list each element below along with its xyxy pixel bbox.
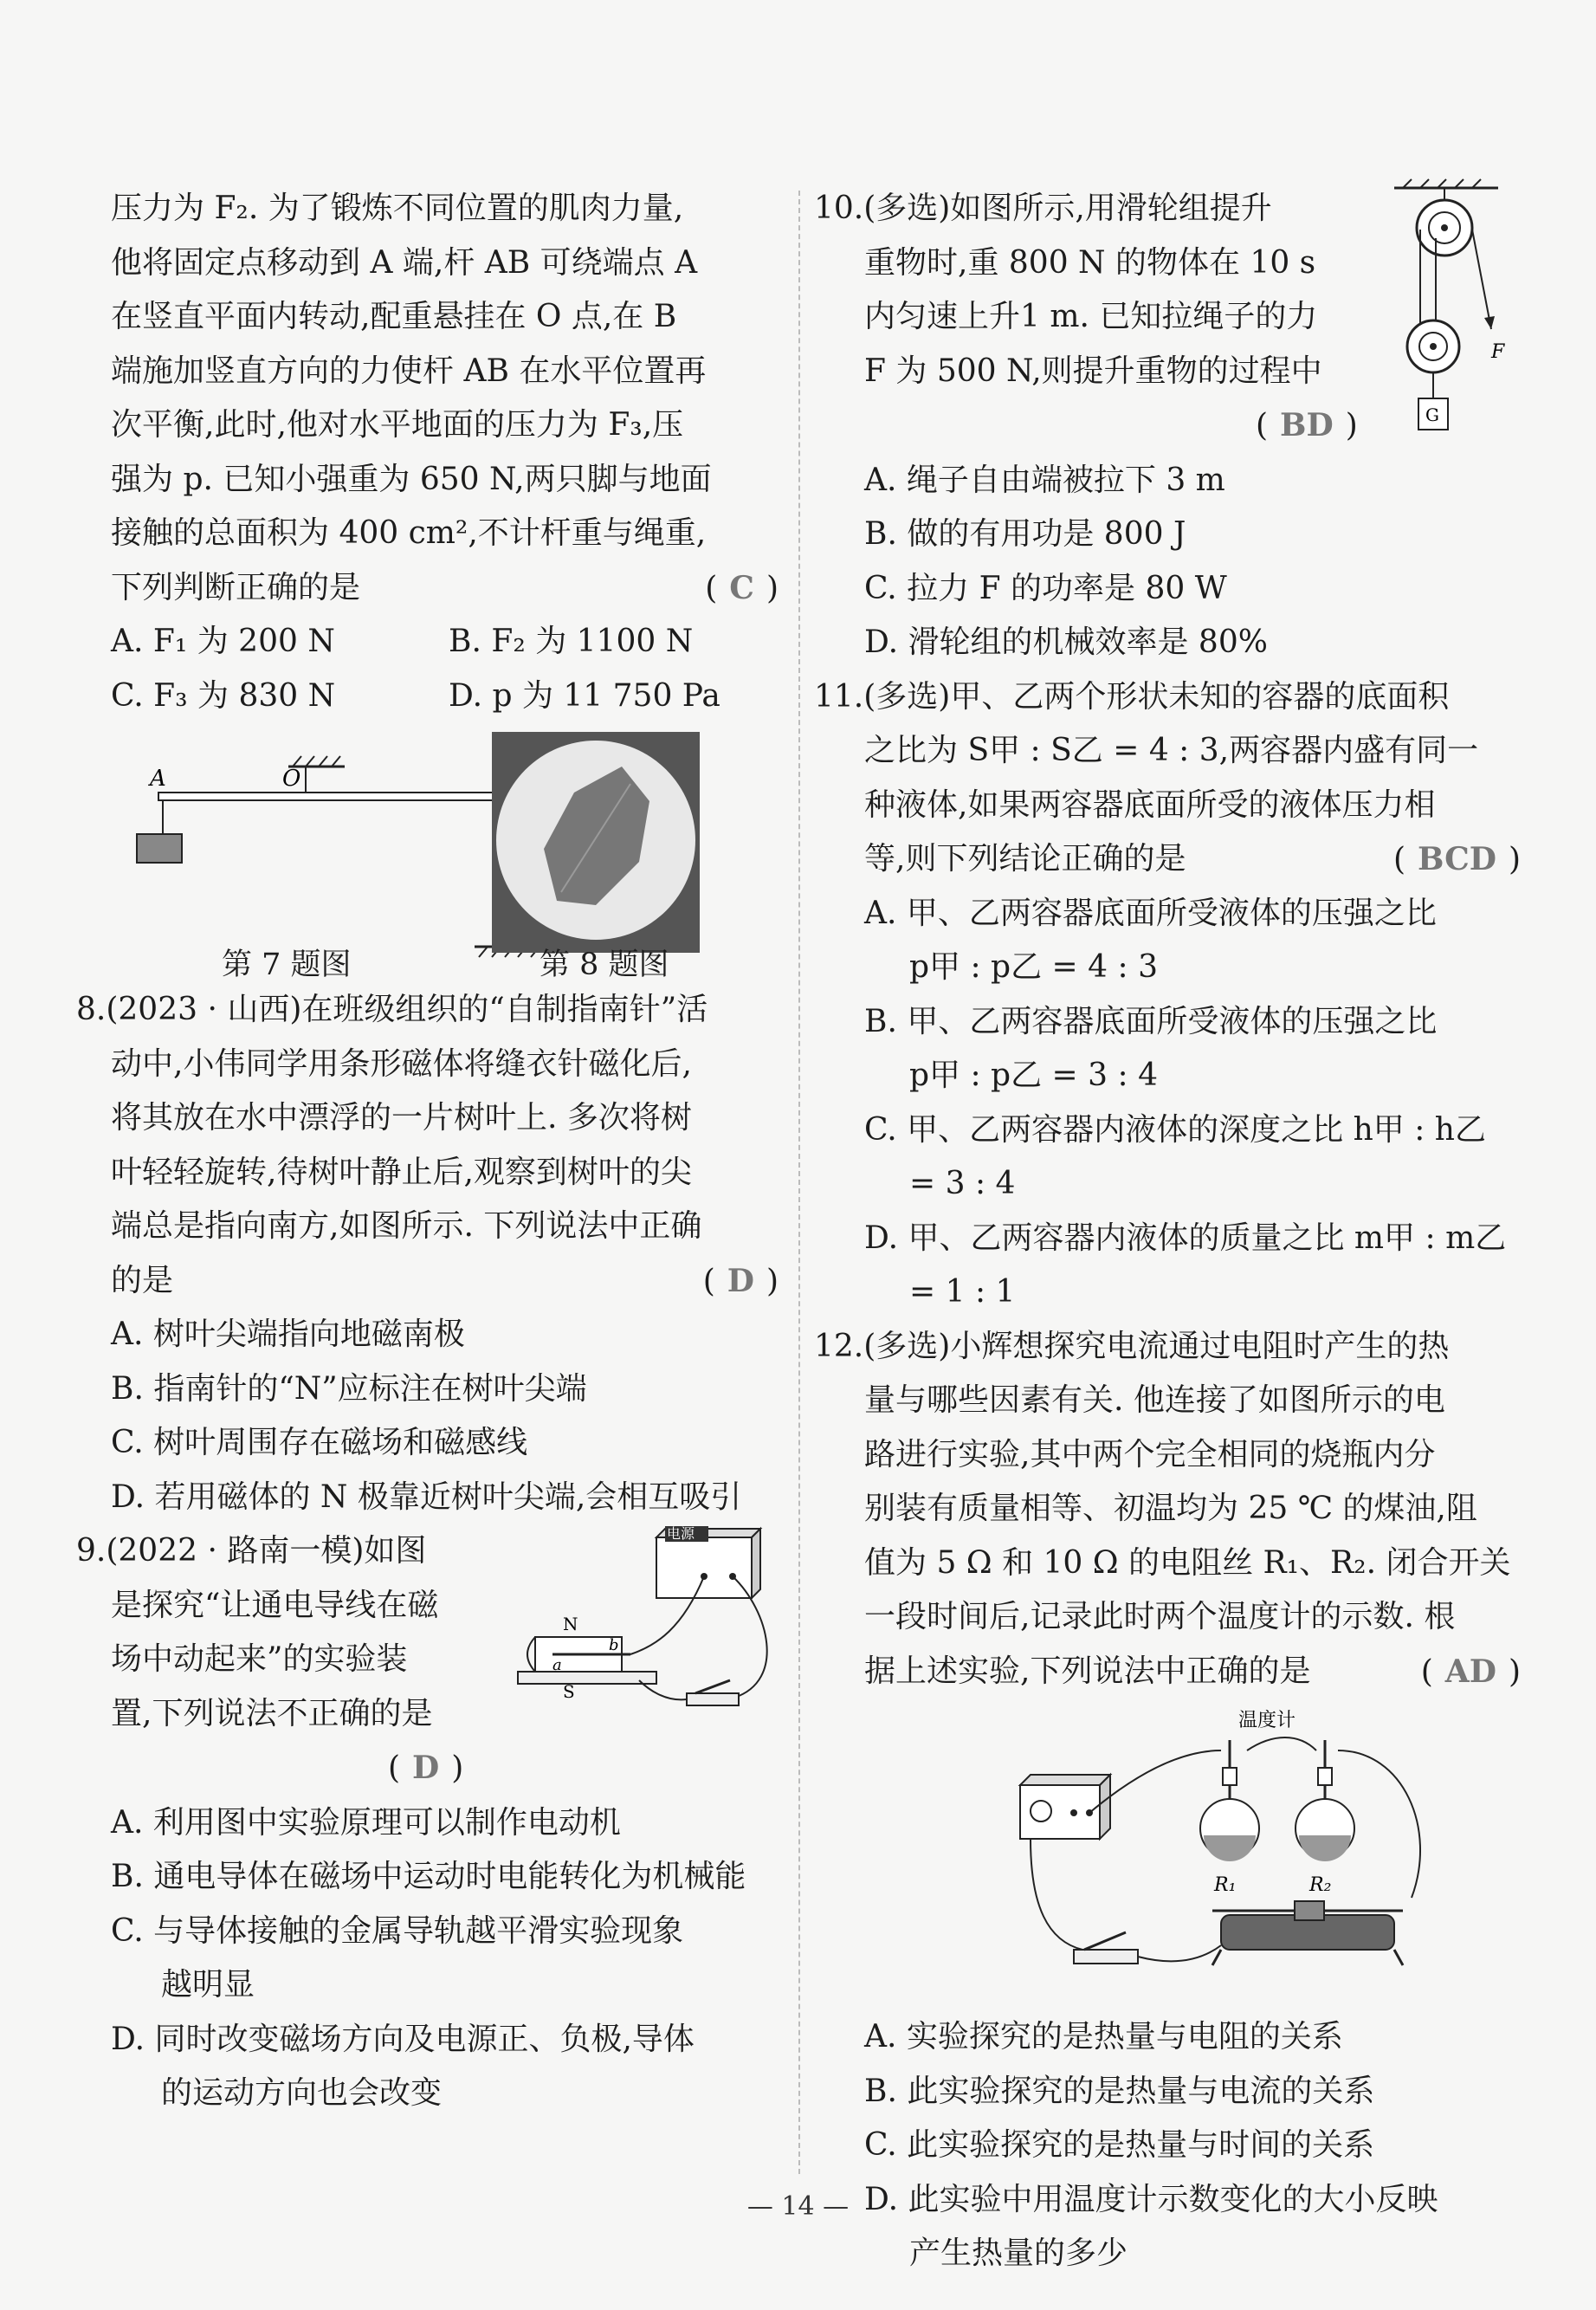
q9-option-a: A. 利用图中实验原理可以制作电动机 xyxy=(111,1804,621,1841)
q11-line: 11.(多选)甲、乙两个形状未知的容器的底面积 xyxy=(814,678,1450,715)
q7-line: 他将固定点移动到 A 端,杆 AB 可绕端点 A xyxy=(111,244,698,281)
q11-option-b-cont: p甲 : p乙 = 3 : 4 xyxy=(909,1058,1158,1093)
q7-option-d: D. p 为 11 750 Pa xyxy=(449,677,720,714)
q9-line: 置,下列说法不正确的是 xyxy=(111,1695,433,1731)
q7-answer: C xyxy=(729,569,754,606)
q9-option-b: B. 通电导体在磁场中运动时电能转化为机械能 xyxy=(111,1859,746,1894)
q12-answer: AD xyxy=(1444,1653,1496,1690)
q11-line xyxy=(814,832,1524,887)
lever-label-a: A xyxy=(150,766,166,792)
q8-option-d: D. 若用磁体的 N 极靠近树叶尖端,会相互吸引 xyxy=(111,1479,742,1515)
q12-option-d: D. 此实验中用温度计示数变化的大小反映 xyxy=(864,2181,1438,2217)
q12-line: 值为 5 Ω 和 10 Ω 的电阻丝 R₁、R₂. 闭合开关 xyxy=(864,1544,1511,1581)
magnet-label-s: S xyxy=(563,1681,575,1702)
conductor-label-b: b xyxy=(609,1636,619,1654)
column-divider xyxy=(798,191,800,2174)
q10-line: 10.(多选)如图所示,用滑轮组提升 xyxy=(814,191,1272,226)
q8-option-c: C. 树叶周围存在磁场和磁感线 xyxy=(111,1425,528,1460)
q10-option-d: D. 滑轮组的机械效率是 80% xyxy=(864,624,1268,660)
q12-option-a: A. 实验探究的是热量与电阻的关系 xyxy=(864,2019,1343,2054)
q7-line: 接触的总面积为 400 cm²,不计杆重与绳重, xyxy=(111,515,707,551)
q11-option-c-cont: = 3 : 4 xyxy=(909,1166,1016,1201)
q12-line: 路进行实验,其中两个完全相同的烧瓶内分 xyxy=(864,1436,1436,1472)
q10-option-a: A. 绳子自由端被拉下 3 m xyxy=(864,462,1225,498)
resistor-label-r2: R₂ xyxy=(1309,1874,1332,1896)
q10-answer: BD xyxy=(1280,407,1334,443)
page-number: — 14 — xyxy=(746,2191,850,2222)
q12-answer-bracket: ( AD ) xyxy=(1420,1653,1521,1690)
lever-label-o: O xyxy=(282,766,301,792)
q7-line xyxy=(111,561,782,616)
q8-answer-bracket: ( D ) xyxy=(702,1262,779,1299)
q11-option-d: D. 甲、乙两容器内液体的质量之比 m甲 : m乙 xyxy=(864,1220,1507,1256)
heating-circuit-figure xyxy=(814,1699,1524,2010)
q7-options-row xyxy=(111,670,782,724)
pulley-figure xyxy=(1386,178,1507,455)
q7-option-c: C. F₃ 为 830 N xyxy=(111,677,336,714)
q12-question-end: 据上述实验,下列说法中正确的是 xyxy=(864,1653,1311,1689)
q11-answer: BCD xyxy=(1417,841,1496,877)
right-column xyxy=(814,182,1524,2281)
q10-option-c: C. 拉力 F 的功率是 80 W xyxy=(864,570,1227,606)
q8-option-b: B. 指南针的“N”应标注在树叶尖端 xyxy=(111,1370,587,1407)
q7-option-a: A. F₁ 为 200 N xyxy=(111,624,335,659)
q8-line: 动中,小伟同学用条形磁体将缝衣针磁化后, xyxy=(111,1045,692,1082)
q8-line: 叶轻轻旋转,待树叶静止后,观察到树叶的尖 xyxy=(111,1154,692,1190)
q11-answer-bracket: ( BCD ) xyxy=(1392,841,1521,877)
circuit-figure-block xyxy=(814,1699,1524,2010)
figures-7-8 xyxy=(111,723,782,983)
q10-answer-line: ( BD ) xyxy=(1256,407,1358,443)
q9-option-d: D. 同时改变磁场方向及电源正、负极,导体 xyxy=(111,2021,695,2057)
figure-7-caption: 第 7 题图 xyxy=(222,948,352,982)
q12-option-b: B. 此实验探究的是热量与电流的关系 xyxy=(864,2073,1375,2109)
q11-option-a: A. 甲、乙两容器底面所受液体的压强之比 xyxy=(864,895,1437,931)
q11-line: 种液体,如果两容器底面所受的液体压力相 xyxy=(864,786,1436,823)
flask-2 xyxy=(1296,1740,1354,1861)
q8-answer: D xyxy=(727,1262,754,1299)
flask-1 xyxy=(1200,1740,1259,1861)
q10-line: F 为 500 N,则提升重物的过程中 xyxy=(864,353,1322,389)
q10-line: 内匀速上升1 m. 已知拉绳子的力 xyxy=(864,299,1318,334)
q11-option-b: B. 甲、乙两容器底面所受液体的压强之比 xyxy=(864,1003,1438,1039)
q7-question-end: 下列判断正确的是 xyxy=(111,569,361,605)
q9-answer-line: ( D ) xyxy=(388,1750,464,1786)
q7-line: 端施加竖直方向的力使杆 AB 在水平位置再 xyxy=(111,353,707,389)
q7-line: 压力为 F₂. 为了锻炼不同位置的肌肉力量, xyxy=(111,191,684,226)
q7-answer-bracket: ( C ) xyxy=(705,569,779,606)
power-source-label: 电源 xyxy=(667,1525,695,1542)
q10-option-b: B. 做的有用功是 800 J xyxy=(864,516,1186,552)
q8-line: 8.(2023 · 山西)在班级组织的“自制指南针”活 xyxy=(76,992,708,1027)
q11-option-d-cont: = 1 : 1 xyxy=(909,1274,1016,1310)
q12-option-c: C. 此实验探究的是热量与时间的关系 xyxy=(864,2127,1375,2163)
q11-option-a-cont: p甲 : p乙 = 4 : 3 xyxy=(909,949,1158,985)
q9-option-d-cont: 的运动方向也会改变 xyxy=(161,2075,443,2111)
magnet-label-n: N xyxy=(563,1614,578,1634)
q10-line: 重物时,重 800 N 的物体在 10 s xyxy=(864,244,1316,281)
q7-option-b: B. F₂ 为 1100 N xyxy=(449,624,694,659)
q9-option-c-cont: 越明显 xyxy=(161,1967,255,2003)
q11-question-end: 等,则下列结论正确的是 xyxy=(864,841,1186,877)
q12-option-d-cont: 产生热量的多少 xyxy=(909,2236,1128,2271)
q9-line: 场中动起来”的实验装 xyxy=(111,1641,408,1677)
pulley-label-f: F xyxy=(1491,341,1505,363)
q7-line: 次平衡,此时,他对水平地面的压力为 F₃,压 xyxy=(111,407,684,443)
q12-line: 一段时间后,记录此时两个温度计的示数. 根 xyxy=(864,1599,1456,1634)
q8-line: 将其放在水中漂浮的一片树叶上. 多次将树 xyxy=(111,1100,692,1136)
q11-option-c: C. 甲、乙两容器内液体的深度之比 h甲 : h乙 xyxy=(864,1111,1486,1148)
q7-options-row xyxy=(111,615,705,670)
pulley-label-g: G xyxy=(1425,404,1439,425)
q9-line: 是探究“让通电导线在磁 xyxy=(111,1587,439,1623)
left-column xyxy=(76,182,782,2121)
q12-line: 量与哪些因素有关. 他连接了如图所示的电 xyxy=(864,1382,1445,1418)
q8-line: 端总是指向南方,如图所示. 下列说法中正确 xyxy=(111,1208,702,1244)
q12-line: 别装有质量相等、初温均为 25 ℃ 的煤油,阻 xyxy=(864,1491,1477,1526)
q8-line xyxy=(111,1254,782,1309)
q7-line: 强为 p. 已知小强重为 650 N,两只脚与地面 xyxy=(111,461,712,497)
thermometer-label: 温度计 xyxy=(1238,1710,1296,1731)
conductor-label-a: a xyxy=(552,1656,562,1674)
q9-option-c: C. 与导体接触的金属导轨越平滑实验现象 xyxy=(111,1912,684,1949)
q8-option-a: A. 树叶尖端指向地磁南极 xyxy=(111,1317,465,1352)
q11-line: 之比为 S甲 : S乙 = 4 : 3,两容器内盛有同一 xyxy=(864,733,1479,768)
resistor-label-r1: R₁ xyxy=(1214,1874,1237,1896)
figure-8-caption: 第 8 题图 xyxy=(540,948,669,982)
leaf-photo xyxy=(492,732,700,957)
q9-answer: D xyxy=(412,1750,440,1786)
q7-line: 在竖直平面内转动,配重悬挂在 O 点,在 B xyxy=(111,299,677,334)
q9-line: 9.(2022 · 路南一模)如图 xyxy=(76,1533,427,1569)
q8-question-end: 的是 xyxy=(111,1262,174,1298)
motor-apparatus-figure xyxy=(509,1524,786,1724)
q12-line: 12.(多选)小辉想探究电流通过电阻时产生的热 xyxy=(814,1328,1450,1364)
q10-block xyxy=(814,182,1524,454)
q12-line xyxy=(814,1645,1524,1699)
q9-block xyxy=(76,1524,782,1796)
